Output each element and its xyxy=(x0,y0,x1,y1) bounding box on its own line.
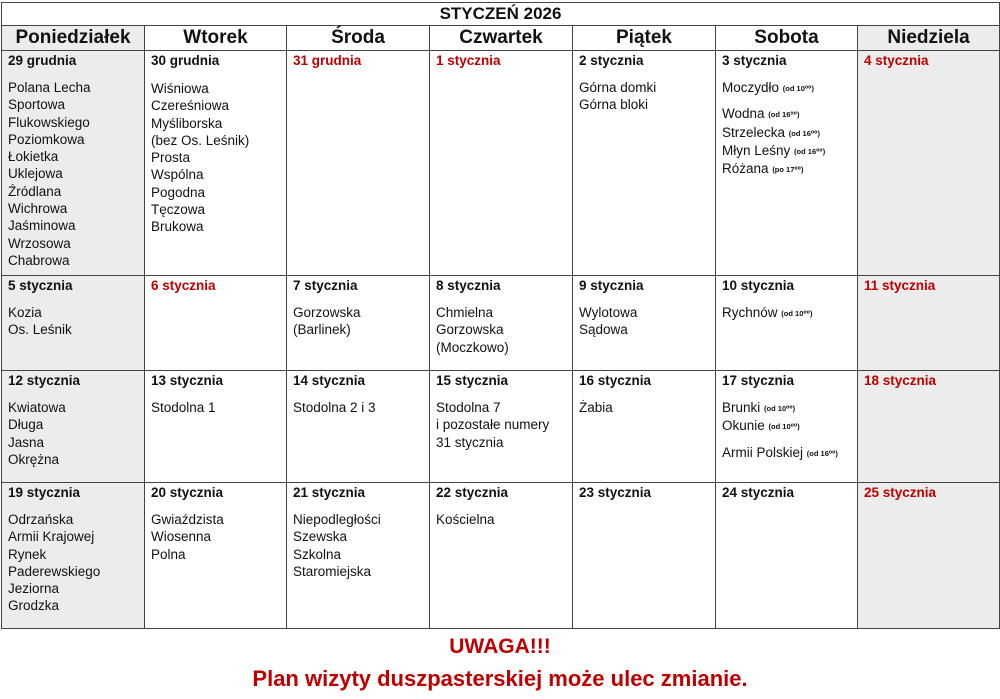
street-name: Niepodległości xyxy=(293,512,381,527)
day-date: 7 stycznia xyxy=(293,278,358,293)
street-name: Armii Polskiej xyxy=(722,444,804,460)
street-list xyxy=(145,501,286,567)
street-item xyxy=(722,142,857,160)
street-name: Wodna xyxy=(722,106,765,122)
street-name: Flukowskiego xyxy=(8,114,90,130)
street-item xyxy=(8,416,144,433)
day-cell xyxy=(716,483,858,629)
calendar-title: STYCZEŃ 2026 xyxy=(2,3,1000,26)
time-note: (od 10⁰⁰) xyxy=(764,404,796,413)
notice-warning: UWAGA!!! xyxy=(449,635,551,658)
street-item xyxy=(436,416,572,433)
day-date: 21 stycznia xyxy=(293,485,366,500)
street-item xyxy=(722,304,857,322)
street-item xyxy=(8,96,144,113)
street-item xyxy=(151,546,286,563)
street-name: Górna domki xyxy=(579,80,657,95)
street-item xyxy=(293,563,429,580)
street-name: Jasna xyxy=(8,434,45,450)
street-item xyxy=(151,399,286,416)
street-item xyxy=(8,563,144,580)
street-name: Szewska xyxy=(293,529,348,545)
street-name: Poziomkowa xyxy=(8,131,85,147)
street-item xyxy=(8,580,144,597)
day-header: Niedziela xyxy=(858,26,1000,51)
day-header: Środa xyxy=(287,26,430,51)
street-item xyxy=(293,546,429,563)
street-name: Brunki xyxy=(722,400,761,415)
day-cell xyxy=(145,483,287,629)
street-item xyxy=(151,115,286,132)
street-list xyxy=(145,69,286,240)
street-item xyxy=(151,184,286,201)
street-list xyxy=(716,294,857,326)
street-name: Brukowa xyxy=(151,219,204,235)
day-cell xyxy=(2,276,145,371)
day-date: 13 stycznia xyxy=(151,373,224,388)
day-cell xyxy=(573,483,716,629)
street-name: Szkolna xyxy=(293,546,342,562)
street-name: Jaśminowa xyxy=(8,218,76,234)
street-item xyxy=(293,304,429,321)
street-name: Chmielna xyxy=(436,305,494,320)
street-name: Okrężna xyxy=(8,451,60,467)
street-item xyxy=(579,96,715,113)
street-item xyxy=(8,434,144,451)
day-date: 2 stycznia xyxy=(579,53,644,68)
day-date: 24 stycznia xyxy=(722,485,795,500)
street-item xyxy=(8,321,144,338)
day-date: 9 stycznia xyxy=(579,278,644,293)
time-note: (od 16⁰⁰) xyxy=(794,146,826,156)
street-name: (bez Os. Leśnik) xyxy=(151,132,250,148)
day-date: 15 stycznia xyxy=(436,373,509,388)
street-name: Jeziorna xyxy=(8,581,60,597)
street-name: Moczydło xyxy=(722,80,780,95)
day-cell xyxy=(145,51,287,276)
street-item xyxy=(8,399,144,416)
street-list xyxy=(573,294,715,343)
street-list xyxy=(2,501,144,619)
street-name: Wiosenna xyxy=(151,529,212,545)
day-date: 3 stycznia xyxy=(722,53,787,68)
day-cell xyxy=(2,51,145,276)
street-name: Łokietka xyxy=(8,149,59,165)
street-item xyxy=(8,546,144,563)
time-note: (od 16⁰⁰) xyxy=(768,110,800,120)
street-item xyxy=(436,339,572,356)
street-name: Grodzka xyxy=(8,598,60,614)
street-name: Górna bloki xyxy=(579,97,649,113)
day-date: 22 stycznia xyxy=(436,485,509,500)
day-date: 25 stycznia xyxy=(864,485,937,500)
street-item xyxy=(151,528,286,545)
street-item xyxy=(8,217,144,234)
street-item xyxy=(8,131,144,148)
street-list xyxy=(430,294,572,360)
street-name: Chabrowa xyxy=(8,252,70,268)
street-name: Okunie xyxy=(722,418,765,434)
street-name: Stodolna 2 i 3 xyxy=(293,400,376,415)
street-item xyxy=(151,166,286,183)
time-note: (od 16⁰⁰) xyxy=(806,448,838,458)
street-item xyxy=(579,321,715,338)
day-cell xyxy=(430,483,573,629)
notice-message: Plan wizyty duszpasterskiej może ulec zmianie. xyxy=(252,666,748,691)
day-cell xyxy=(430,371,573,483)
street-name: Strzelecka xyxy=(722,124,786,140)
day-cell xyxy=(716,371,858,483)
day-header: Piątek xyxy=(573,26,716,51)
street-list xyxy=(287,294,429,343)
street-item xyxy=(8,511,144,528)
street-name: Pogodna xyxy=(151,184,206,200)
street-item xyxy=(8,235,144,252)
week-row xyxy=(2,371,1000,483)
street-item xyxy=(8,183,144,200)
day-cell xyxy=(430,276,573,371)
street-list xyxy=(430,389,572,455)
street-item xyxy=(579,304,715,321)
street-name: Długa xyxy=(8,417,44,433)
street-name: Prosta xyxy=(151,150,191,166)
time-note: (od 10⁰⁰) xyxy=(782,84,814,93)
day-cell xyxy=(573,276,716,371)
street-name: Paderewskiego xyxy=(8,563,101,579)
street-name: Sportowa xyxy=(8,97,66,113)
street-name: Polna xyxy=(151,546,186,562)
street-name: Staromiejska xyxy=(293,563,372,579)
day-cell xyxy=(287,276,430,371)
street-name: Stodolna 7 xyxy=(436,400,501,415)
time-note: (od 10⁰⁰) xyxy=(768,422,800,432)
street-item xyxy=(579,79,715,96)
street-item xyxy=(722,417,857,435)
street-item xyxy=(436,511,572,528)
street-name: Rynek xyxy=(8,546,47,562)
street-name: Rychnów xyxy=(722,305,778,320)
day-date: 16 stycznia xyxy=(579,373,652,388)
day-cell xyxy=(716,276,858,371)
street-item xyxy=(8,528,144,545)
day-header: Poniedziałek xyxy=(2,26,145,51)
street-item xyxy=(722,79,857,97)
street-name: Sądowa xyxy=(579,322,628,338)
street-item xyxy=(151,132,286,149)
street-name: Gwiaździsta xyxy=(151,512,224,527)
day-date: 8 stycznia xyxy=(436,278,501,293)
day-cell xyxy=(716,51,858,276)
street-name: Wspólna xyxy=(151,167,204,183)
street-item xyxy=(722,399,857,417)
street-name: Wichrowa xyxy=(8,201,68,217)
street-name: Czereśniowa xyxy=(151,98,230,114)
day-cell xyxy=(145,276,287,371)
street-name: Polana Lecha xyxy=(8,80,91,95)
street-name: Wiśniowa xyxy=(151,81,209,96)
street-item xyxy=(293,321,429,338)
street-item xyxy=(722,444,857,462)
street-list xyxy=(145,389,286,420)
street-list xyxy=(2,294,144,343)
street-item xyxy=(8,451,144,468)
street-name: Kwiatowa xyxy=(8,400,66,415)
street-name: (Barlinek) xyxy=(293,322,351,338)
street-item xyxy=(8,304,144,321)
day-date: 17 stycznia xyxy=(722,373,795,388)
street-item xyxy=(151,218,286,235)
time-note: (po 17⁰⁰) xyxy=(772,165,804,175)
street-list xyxy=(2,69,144,273)
street-name: (Moczkowo) xyxy=(436,339,509,355)
street-item xyxy=(8,148,144,165)
street-item xyxy=(8,252,144,269)
street-name: Żabia xyxy=(579,400,613,415)
street-item xyxy=(151,201,286,218)
day-cell xyxy=(573,51,716,276)
day-date: 29 grudnia xyxy=(8,53,77,68)
day-cell xyxy=(858,51,1000,276)
street-item xyxy=(436,304,572,321)
week-row xyxy=(2,483,1000,629)
street-item xyxy=(8,79,144,96)
street-name: Myśliborska xyxy=(151,115,223,131)
street-item xyxy=(293,399,429,416)
street-name: Różana xyxy=(722,161,769,177)
day-date: 31 grudnia xyxy=(293,53,362,68)
day-date: 20 stycznia xyxy=(151,485,224,500)
street-item xyxy=(722,105,857,123)
street-list xyxy=(287,501,429,584)
street-item xyxy=(151,80,286,97)
street-name: Wylotowa xyxy=(579,305,638,320)
street-name: Odrzańska xyxy=(8,512,74,527)
time-note: (od 16⁰⁰) xyxy=(788,128,820,138)
street-list xyxy=(573,389,715,420)
street-name: Uklejowa xyxy=(8,166,63,182)
street-item xyxy=(293,511,429,528)
street-item xyxy=(436,321,572,338)
street-name: Gorzowska xyxy=(293,305,361,320)
street-name: Os. Leśnik xyxy=(8,322,72,338)
street-list xyxy=(287,389,429,420)
day-date: 19 stycznia xyxy=(8,485,81,500)
street-list xyxy=(2,389,144,472)
day-date: 10 stycznia xyxy=(722,278,795,293)
street-item xyxy=(579,399,715,416)
time-note: (od 10⁰⁰) xyxy=(781,309,813,318)
street-name: Armii Krajowej xyxy=(8,529,95,545)
street-name: Stodolna 1 xyxy=(151,400,216,415)
day-cell xyxy=(287,483,430,629)
day-date: 30 grudnia xyxy=(151,53,220,68)
street-item xyxy=(151,511,286,528)
street-name: i pozostałe numery xyxy=(436,417,550,433)
street-list xyxy=(430,501,572,532)
street-item xyxy=(436,434,572,451)
street-name: Wrzosowa xyxy=(8,235,71,251)
day-cell xyxy=(2,483,145,629)
street-name: Gorzowska xyxy=(436,322,504,338)
day-date: 11 stycznia xyxy=(864,278,936,293)
street-list xyxy=(716,389,857,466)
day-date: 5 stycznia xyxy=(8,278,73,293)
day-date: 23 stycznia xyxy=(579,485,652,500)
day-header: Sobota xyxy=(716,26,858,51)
street-item xyxy=(151,97,286,114)
street-list xyxy=(573,69,715,118)
day-cell xyxy=(858,371,1000,483)
street-item xyxy=(722,124,857,142)
day-date: 4 stycznia xyxy=(864,53,929,68)
day-date: 18 stycznia xyxy=(864,373,937,388)
day-cell xyxy=(430,51,573,276)
street-name: Tęczowa xyxy=(151,202,206,218)
street-item xyxy=(8,114,144,131)
day-cell xyxy=(858,276,1000,371)
street-name: Młyn Leśny xyxy=(722,142,791,158)
day-header: Wtorek xyxy=(145,26,287,51)
day-date: 1 stycznia xyxy=(436,53,501,68)
street-item xyxy=(8,597,144,614)
street-name: Źródlana xyxy=(8,183,62,199)
day-date: 14 stycznia xyxy=(293,373,366,388)
street-name: Kozia xyxy=(8,305,42,320)
street-item xyxy=(722,160,857,178)
calendar-table xyxy=(1,2,1000,629)
day-cell xyxy=(2,371,145,483)
street-item xyxy=(436,399,572,416)
day-cell xyxy=(573,371,716,483)
day-date: 12 stycznia xyxy=(8,373,81,388)
day-cell xyxy=(145,371,287,483)
street-item xyxy=(8,165,144,182)
day-header: Czwartek xyxy=(430,26,573,51)
street-item xyxy=(8,200,144,217)
day-cell xyxy=(287,51,430,276)
day-cell xyxy=(858,483,1000,629)
street-name: 31 stycznia xyxy=(436,434,504,450)
street-name: Kościelna xyxy=(436,512,495,527)
street-list xyxy=(716,69,857,182)
week-row xyxy=(2,51,1000,276)
day-cell xyxy=(287,371,430,483)
week-row xyxy=(2,276,1000,371)
street-item xyxy=(151,149,286,166)
street-item xyxy=(293,528,429,545)
day-date: 6 stycznia xyxy=(151,278,216,293)
